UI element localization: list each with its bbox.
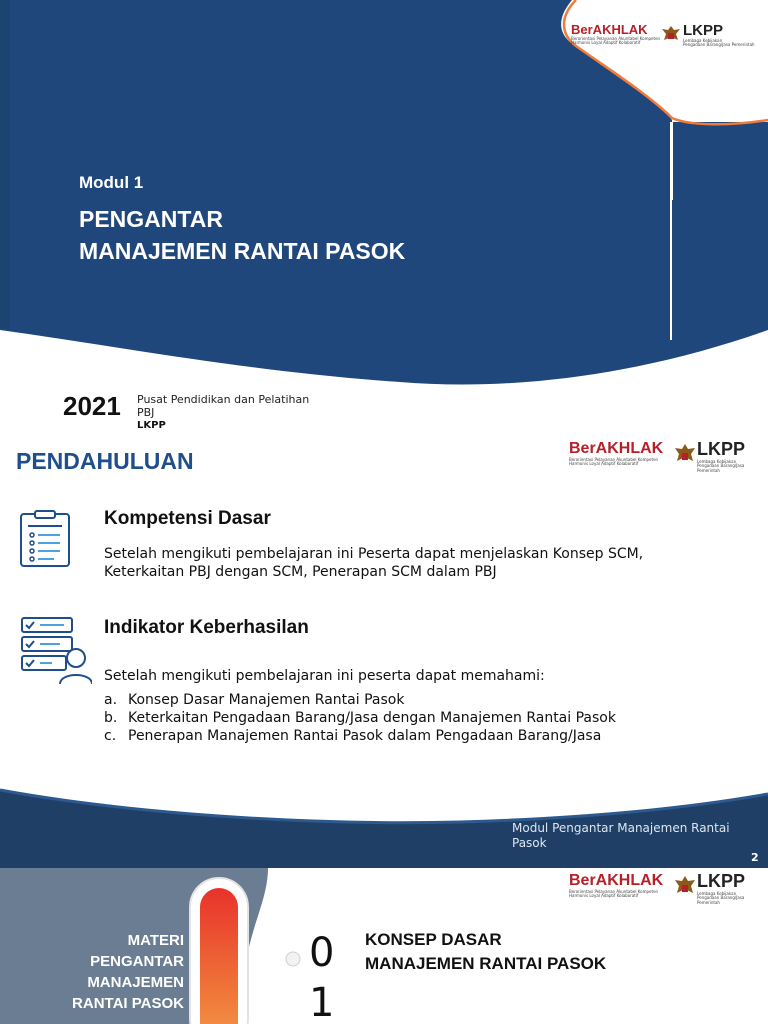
list-marker: b. xyxy=(104,710,118,726)
berakhlak-wordmark: BerAKHLAK xyxy=(569,442,664,457)
lkpp-tagline: Lembaga Kebijakan xyxy=(683,38,723,43)
lkpp-logo xyxy=(697,871,768,905)
topic-title-line1: KONSEP DASAR xyxy=(365,930,502,949)
garuda-emblem-icon xyxy=(661,24,681,46)
berakhlak-logo xyxy=(569,442,663,467)
list-text: Keterkaitan Pengadaan Barang/Jasa dengan Manajemen Rantai Pasok xyxy=(128,710,616,726)
module-label: Modul 1 xyxy=(79,173,144,192)
materi-label-line: PENGANTAR xyxy=(90,953,184,970)
bullet-dot-icon xyxy=(284,950,302,968)
garuda-emblem-icon xyxy=(673,874,697,900)
topic-number: 1 xyxy=(309,980,335,1024)
lkpp-logo xyxy=(697,442,768,473)
cover-title-line1: PENGANTAR xyxy=(79,206,223,232)
lkpp-tagline: Pengadaan Barang/Jasa Pemerintah xyxy=(683,42,755,48)
institution-line: PBJ xyxy=(137,406,155,419)
list-marker: c. xyxy=(104,728,117,744)
berakhlak-tagline: Berorientasi Pelayanan Akuntabel Kompeten xyxy=(569,889,659,894)
footer-text: Pasok xyxy=(512,836,547,850)
slide-cover xyxy=(0,0,768,442)
clipboard-list-icon xyxy=(18,510,72,568)
berakhlak-wordmark: BerAKHLAK xyxy=(571,22,648,37)
institution-line: LKPP xyxy=(137,420,166,431)
berakhlak-logo xyxy=(571,22,660,46)
materi-label-line: RANTAI PASOK xyxy=(72,995,184,1012)
kompetensi-text: Setelah mengikuti pembelajaran ini Peserta dapat menjelaskan Konsep SCM, xyxy=(104,546,644,562)
berakhlak-tagline: Berorientasi Pelayanan Akuntabel Kompeten xyxy=(569,457,659,462)
lkpp-wordmark: LKPP xyxy=(697,442,746,459)
berakhlak-tagline: Harmonis Loyal Adaptif Kolaboratif xyxy=(569,461,639,467)
list-item xyxy=(104,692,404,708)
list-item xyxy=(104,710,616,726)
lkpp-tagline: Lembaga Kebijakan xyxy=(697,459,737,464)
berakhlak-tagline: Harmonis Loyal Adaptif Kolaboratif xyxy=(571,40,641,46)
berakhlak-logo xyxy=(569,872,663,899)
lkpp-tagline: Lembaga Kebijakan xyxy=(697,891,737,896)
indikator-intro: Setelah mengikuti pembelajaran ini peserta dapat memahami: xyxy=(104,668,545,684)
cover-title-line2: MANAJEMEN RANTAI PASOK xyxy=(79,238,406,264)
slide-materi xyxy=(0,868,768,1024)
berakhlak-wordmark: BerAKHLAK xyxy=(569,872,664,889)
footer-text: Modul Pengantar Manajemen Rantai xyxy=(512,821,730,835)
berakhlak-tagline: Harmonis Loyal Adaptif Kolaboratif xyxy=(569,893,639,899)
list-item xyxy=(104,728,601,744)
berakhlak-tagline: Berorientasi Pelayanan Akuntabel Kompeten xyxy=(571,36,661,41)
materi-label-line: MANAJEMEN xyxy=(87,974,184,991)
topic-number: 0 xyxy=(309,930,335,976)
lkpp-tagline: Pengadaan Barang/Jasa Pemerintah xyxy=(697,463,745,473)
slide-pendahuluan xyxy=(0,442,768,868)
lkpp-logo xyxy=(683,22,755,48)
garuda-emblem-icon xyxy=(673,442,697,468)
lkpp-wordmark: LKPP xyxy=(683,22,724,39)
list-text: Konsep Dasar Manajemen Rantai Pasok xyxy=(128,692,405,708)
section-heading: PENDAHULUAN xyxy=(16,448,194,474)
list-marker: a. xyxy=(104,692,118,708)
lkpp-tagline: Pengadaan Barang/Jasa Pemerintah xyxy=(697,895,745,905)
kompetensi-title: Kompetensi Dasar xyxy=(104,508,271,529)
checklist-person-icon xyxy=(20,616,92,686)
page-number: 2 xyxy=(751,851,759,864)
topic-title-line2: MANAJEMEN RANTAI PASOK xyxy=(365,954,607,973)
lkpp-wordmark: LKPP xyxy=(697,871,746,891)
cover-year: 2021 xyxy=(63,391,121,421)
thermometer-bar xyxy=(188,876,250,1024)
indikator-title: Indikator Keberhasilan xyxy=(104,617,309,638)
list-text: Penerapan Manajemen Rantai Pasok dalam Pengadaan Barang/Jasa xyxy=(128,728,602,744)
materi-label-line: MATERI xyxy=(127,932,184,949)
institution-line: Pusat Pendidikan dan Pelatihan xyxy=(137,393,310,406)
kompetensi-text: Keterkaitan PBJ dengan SCM, Penerapan SCM dalam PBJ xyxy=(104,564,497,580)
